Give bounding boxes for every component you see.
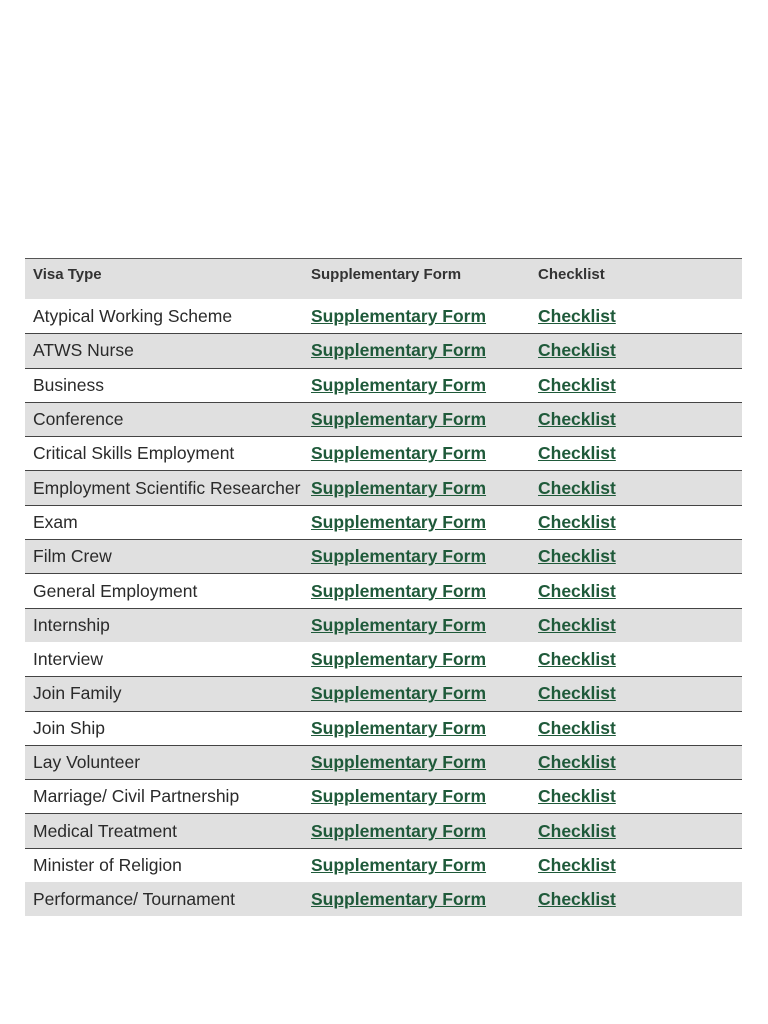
visa-type-cell <box>25 409 311 430</box>
checklist-link[interactable]: Checklist <box>538 374 616 395</box>
visa-type-cell <box>25 581 311 602</box>
table-row <box>25 813 742 847</box>
checklist-link[interactable]: Checklist <box>538 786 616 807</box>
table-row <box>25 882 742 916</box>
checklist-link[interactable]: Checklist <box>538 752 616 772</box>
supplementary-form-cell <box>311 855 538 876</box>
visa-type-cell <box>25 649 311 670</box>
visa-type-label: General Employment <box>33 580 198 601</box>
checklist-link[interactable]: Checklist <box>538 717 616 738</box>
supplementary-form-link[interactable]: Supplementary Form <box>311 443 487 464</box>
supplementary-form-cell <box>311 375 538 396</box>
supplementary-form-link[interactable]: Supplementary Form <box>311 854 487 875</box>
checklist-link[interactable]: Checklist <box>538 340 616 361</box>
checklist-cell <box>538 512 742 533</box>
table-body <box>25 299 742 916</box>
visa-type-cell <box>25 478 311 499</box>
table-row <box>25 470 742 504</box>
visa-type-cell <box>25 889 311 910</box>
supplementary-form-cell <box>311 821 538 842</box>
visa-type-label: ATWS Nurse <box>33 340 134 361</box>
table-row <box>25 608 742 642</box>
table-row <box>25 505 742 539</box>
checklist-link[interactable]: Checklist <box>538 854 616 875</box>
checklist-link[interactable]: Checklist <box>538 477 616 498</box>
table-row <box>25 436 742 470</box>
checklist-cell <box>538 306 742 327</box>
visa-type-label: Critical Skills Employment <box>33 443 235 464</box>
supplementary-form-link[interactable]: Supplementary Form <box>311 683 487 704</box>
supplementary-form-cell <box>311 306 538 327</box>
table-row <box>25 402 742 436</box>
supplementary-form-cell <box>311 478 538 499</box>
table-row <box>25 539 742 573</box>
supplementary-form-link[interactable]: Supplementary Form <box>311 752 487 772</box>
checklist-link[interactable]: Checklist <box>538 546 616 567</box>
visa-type-label: Employment Scientific Researcher <box>33 477 301 498</box>
visa-type-cell <box>25 821 311 842</box>
checklist-cell <box>538 478 742 499</box>
visa-type-label: Interview <box>33 648 104 669</box>
supplementary-form-link[interactable]: Supplementary Form <box>311 580 487 601</box>
checklist-cell <box>538 786 742 807</box>
supplementary-form-cell <box>311 683 538 704</box>
supplementary-form-cell <box>311 649 538 670</box>
table-row <box>25 676 742 710</box>
table-row <box>25 711 742 745</box>
table-row <box>25 848 742 882</box>
supplementary-form-link[interactable]: Supplementary Form <box>311 305 487 326</box>
visa-type-cell <box>25 855 311 876</box>
table-row <box>25 368 742 402</box>
visa-type-cell <box>25 512 311 533</box>
visa-type-cell <box>25 615 311 636</box>
visa-type-label: Minister of Religion <box>33 854 182 875</box>
supplementary-form-link[interactable]: Supplementary Form <box>311 888 487 909</box>
checklist-cell <box>538 443 742 464</box>
checklist-cell <box>538 375 742 396</box>
checklist-cell <box>538 889 742 910</box>
checklist-cell <box>538 752 742 773</box>
supplementary-form-cell <box>311 615 538 636</box>
supplementary-form-link[interactable]: Supplementary Form <box>311 409 487 430</box>
checklist-link[interactable]: Checklist <box>538 683 616 704</box>
checklist-cell <box>538 855 742 876</box>
visa-type-label: Join Family <box>33 683 122 704</box>
supplementary-form-cell <box>311 752 538 773</box>
checklist-link[interactable]: Checklist <box>538 511 616 532</box>
checklist-cell <box>538 546 742 567</box>
supplementary-form-link[interactable]: Supplementary Form <box>311 374 487 395</box>
visa-type-cell <box>25 786 311 807</box>
visa-type-cell <box>25 375 311 396</box>
checklist-cell <box>538 683 742 704</box>
visa-type-label: Join Ship <box>33 717 105 738</box>
visa-type-label: Marriage/ Civil Partnership <box>33 786 240 807</box>
visa-type-label: Internship <box>33 614 110 635</box>
supplementary-form-cell <box>311 786 538 807</box>
visa-type-cell <box>25 546 311 567</box>
header-visa-type: Visa Type <box>33 266 102 283</box>
supplementary-form-link[interactable]: Supplementary Form <box>311 477 487 498</box>
table-row <box>25 333 742 367</box>
supplementary-form-cell <box>311 718 538 739</box>
visa-type-cell <box>25 306 311 327</box>
visa-type-label: Lay Volunteer <box>33 752 141 772</box>
supplementary-form-link[interactable]: Supplementary Form <box>311 614 487 635</box>
checklist-link[interactable]: Checklist <box>538 305 616 326</box>
checklist-cell <box>538 581 742 602</box>
visa-type-label: Film Crew <box>33 546 112 567</box>
supplementary-form-cell <box>311 443 538 464</box>
table-row <box>25 642 742 676</box>
visa-type-cell <box>25 340 311 361</box>
supplementary-form-link[interactable]: Supplementary Form <box>311 820 487 841</box>
supplementary-form-link[interactable]: Supplementary Form <box>311 340 487 361</box>
supplementary-form-cell <box>311 546 538 567</box>
visa-type-cell <box>25 718 311 739</box>
checklist-link[interactable]: Checklist <box>538 888 616 909</box>
visa-type-label: Exam <box>33 511 78 532</box>
visa-type-label: Atypical Working Scheme <box>33 305 233 326</box>
checklist-link[interactable]: Checklist <box>538 409 616 430</box>
visa-type-label: Medical Treatment <box>33 820 177 841</box>
checklist-cell <box>538 615 742 636</box>
checklist-cell <box>538 340 742 361</box>
supplementary-form-cell <box>311 340 538 361</box>
table-header <box>25 258 742 299</box>
visa-type-cell <box>25 752 311 773</box>
header-supplementary-form: Supplementary Form <box>311 266 462 283</box>
checklist-cell <box>538 649 742 670</box>
checklist-cell <box>538 718 742 739</box>
checklist-cell <box>538 409 742 430</box>
table-row <box>25 745 742 779</box>
table-row <box>25 573 742 607</box>
supplementary-form-link[interactable]: Supplementary Form <box>311 648 487 669</box>
checklist-link[interactable]: Checklist <box>538 820 616 841</box>
header-checklist: Checklist <box>538 266 605 283</box>
supplementary-form-cell <box>311 409 538 430</box>
visa-forms-table <box>25 258 742 916</box>
supplementary-form-link[interactable]: Supplementary Form <box>311 717 487 738</box>
supplementary-form-cell <box>311 889 538 910</box>
checklist-link[interactable]: Checklist <box>538 614 616 635</box>
visa-type-cell <box>25 443 311 464</box>
table-row <box>25 779 742 813</box>
checklist-cell <box>538 821 742 842</box>
table-row <box>25 299 742 333</box>
visa-type-label: Conference <box>33 409 124 430</box>
supplementary-form-cell <box>311 512 538 533</box>
checklist-link[interactable]: Checklist <box>538 648 616 669</box>
checklist-link[interactable]: Checklist <box>538 443 616 464</box>
supplementary-form-link[interactable]: Supplementary Form <box>311 546 487 567</box>
checklist-link[interactable]: Checklist <box>538 580 616 601</box>
visa-type-label: Performance/ Tournament <box>33 888 236 909</box>
supplementary-form-link[interactable]: Supplementary Form <box>311 786 487 807</box>
supplementary-form-link[interactable]: Supplementary Form <box>311 511 487 532</box>
supplementary-form-cell <box>311 581 538 602</box>
visa-type-cell <box>25 683 311 704</box>
visa-type-label: Business <box>33 374 105 395</box>
